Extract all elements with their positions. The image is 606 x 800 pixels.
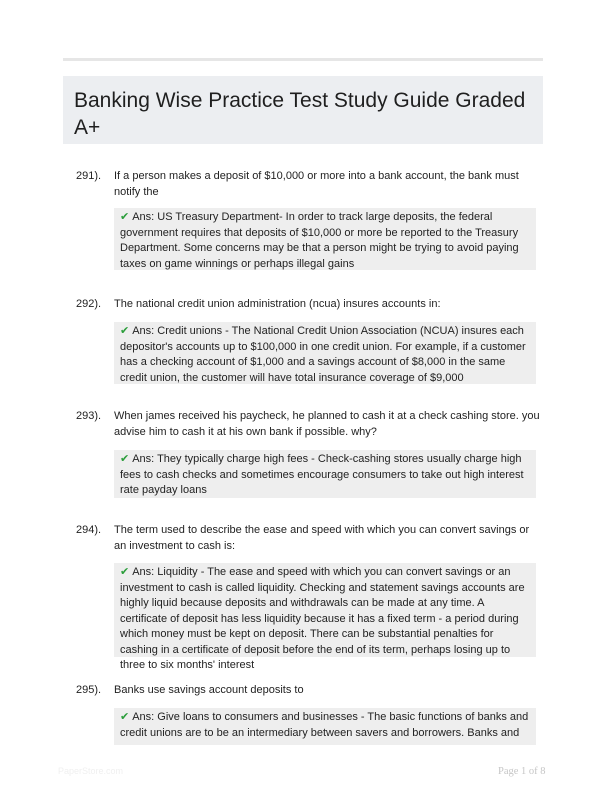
question-number: 293).	[76, 410, 102, 422]
question-number: 292).	[76, 298, 102, 310]
answer-text: Ans: Give loans to consumers and businesses - The basic functions of banks and credit unions are to be an intermediary between savers and borrowers. Banks and	[120, 711, 529, 739]
question-text: Banks use savings account deposits to	[114, 684, 304, 696]
question-text: The term used to describe the ease and speed with which you can convert savings or an investment to cash is:	[114, 524, 530, 552]
check-icon: ✔	[120, 711, 130, 723]
check-icon: ✔	[120, 566, 130, 578]
question-text: If a person makes a deposit of $10,000 or more into a bank account, the bank must notify the	[114, 170, 519, 198]
answer-text: Ans: They typically charge high fees - Check-cashing stores usually charge high fees to cash checks and sometimes encourage consumers to take out high interest rate payday loans	[120, 453, 524, 496]
question-text: When james received his paycheck, he planned to cash it at a check cashing store. you advise him to cash it at his own bank if possible. why?	[114, 410, 540, 438]
check-icon: ✔	[120, 453, 130, 465]
answer-text: Ans: Liquidity - The ease and speed with which you can convert savings or an investment to cash is called liquidity. Checking and statement savings accounts are highly liquid because deposits and withdrawals can be made at any time. A certificate of deposit has less liquidity because it has a fixed term - a period during which money must be kept on deposit. There can be substantial penalties for cashing in a certificate of deposit before the end of its term, perhaps losing up to three to six months' interest	[120, 566, 525, 671]
answer-box	[114, 208, 536, 270]
question-number: 291).	[76, 170, 102, 182]
answer-box	[114, 563, 536, 671]
answer-text: Ans: Credit unions - The National Credit Union Association (NCUA) insures each depositor's accounts up to $100,000 in one credit union. For example, if a customer has a checking account of $1,000 and a savings account of $8,000 in the same credit union, the customer will have total insurance coverage of $9,000	[120, 325, 526, 384]
title-banner	[63, 76, 543, 144]
check-icon: ✔	[120, 211, 130, 223]
question-text: The national credit union administration (ncua) insures accounts in:	[114, 298, 441, 310]
top-divider	[63, 58, 543, 61]
page-indicator: Page 1 of 8	[498, 766, 546, 777]
question-number: 294).	[76, 524, 102, 536]
check-icon: ✔	[120, 325, 130, 337]
answer-box	[114, 322, 536, 384]
document-title: Banking Wise Practice Test Study Guide Graded A+	[74, 89, 526, 139]
question-number: 295).	[76, 684, 102, 696]
answer-text: Ans: US Treasury Department- In order to track large deposits, the federal government requires that deposits of $10,000 or more be reported to the Treasury Department. Some concerns may be that a person might be trying to avoid paying taxes on game winnings or perhaps illegal gains	[120, 211, 519, 270]
answer-box	[114, 450, 536, 498]
footer-site: PaperStore.com	[58, 766, 124, 776]
answer-box	[114, 708, 536, 745]
